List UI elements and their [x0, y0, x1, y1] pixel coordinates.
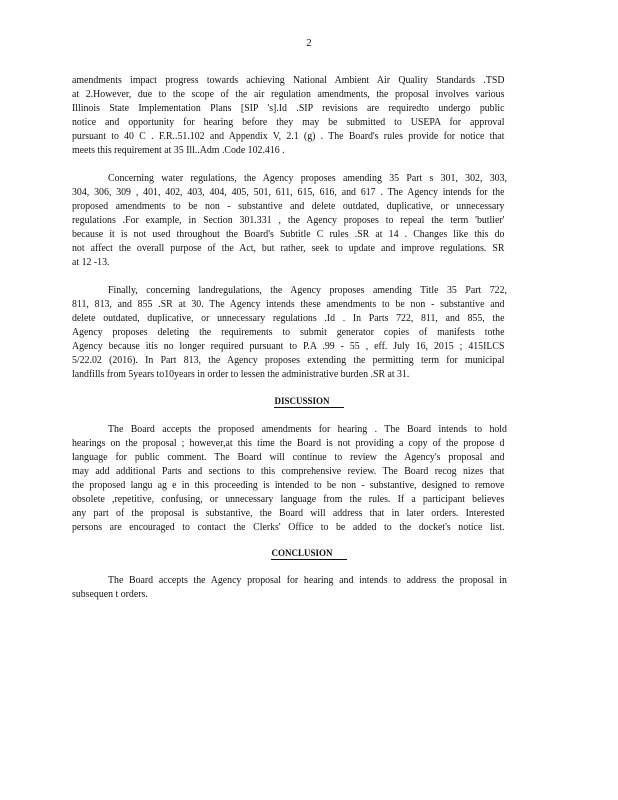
text-line: any part of the proposal is substantive, the Board will address that in later orders. Interested: [72, 508, 505, 519]
text-line: regulations .For example, in Section 301.331 , the Agency proposes to repeal the term 'butlier': [72, 215, 505, 226]
conclusion-heading: [0, 547, 618, 560]
text-line: The Board accepts the Agency proposal for hearing and intends to address the proposal in: [108, 575, 507, 586]
text-line: Concerning water regulations, the Agency proposes amending 35 Part s 301, 302, 303,: [108, 173, 507, 184]
conclusion-heading-text: CONCLUSION: [271, 548, 346, 560]
text-line: pursuant to 40 C . F.R..51.102 and Appendix V, 2.1 (g) . The Board's rules provide for notice that: [72, 131, 505, 142]
text-line: 811, 813, and 855 .SR at 30. The Agency intends these amendments to be non - substantive and: [72, 299, 505, 310]
text-line: notice and opportunity for hearing before they may be submitted to USEPA for approval: [72, 117, 505, 128]
text-line: subsequen t orders.: [72, 589, 148, 600]
text-line: Illinois State Implementation Plans [SIP 's].Id .SIP revisions are requiredto undergo public: [72, 103, 505, 114]
text-line: Finally, concerning landregulations, the Agency proposes amending Title 35 Part 722,: [108, 285, 507, 296]
discussion-heading-text: DISCUSSION: [274, 396, 343, 408]
text-line: because it is not used throughout the Board's Subtitle C rules .SR at 14 . Changes like this do: [72, 229, 505, 240]
text-line: obsolete ,repetitive, confusing, or unnecessary language from the rules. If a participant believes: [72, 494, 505, 505]
text-line: 5/22.02 (2016). In Part 813, the Agency proposes extending the permitting term for municipal: [72, 355, 505, 366]
text-line: not affect the overall purpose of the Act, but rather, seek to update and improve regulations. SR: [72, 243, 505, 254]
text-line: the proposed langu ag e in this proceeding is intended to be non - substantive, designed to remove: [72, 480, 505, 491]
text-line: 304, 306, 309 , 401, 402, 403, 404, 405, 501, 611, 615, 616, and 617 . The Agency intends for the: [72, 187, 505, 198]
discussion-heading: [0, 395, 618, 408]
text-line: language for public comment. The Board will continue to review the Agency's proposal and: [72, 452, 505, 463]
text-line: landfills from 5years to10years in order to lessen the administrative burden .SR at 31.: [72, 369, 410, 380]
text-line: persons are encouraged to contact the Clerks' Office to be added to the docket's notice list.: [72, 522, 505, 533]
text-line: The Board accepts the proposed amendments for hearing . The Board intends to hold: [108, 424, 507, 435]
text-line: at 2.However, due to the scope of the air regulation amendments, the proposal involves various: [72, 89, 505, 100]
text-line: Agency proposes deleting the requirements to submit generator copies of manifests tothe: [72, 327, 505, 338]
text-line: delete outdated, duplicative, or unnecessary regulations .Id . In Parts 722, 811, and 855, the: [72, 313, 505, 324]
page-number: 2: [306, 37, 312, 49]
text-line: amendments impact progress towards achieving National Ambient Air Quality Standards .TSD: [72, 75, 505, 86]
text-line: meets this requirement at 35 Ill..Adm .Code 102.416 .: [72, 145, 285, 156]
text-line: proposed amendments to be non - substantive and delete outdated, duplicative, or unnecessary: [72, 201, 505, 212]
text-line: at 12 -13.: [72, 257, 110, 268]
text-line: may add additional Parts and sections to this comprehensive review. The Board recog nizes that: [72, 466, 505, 477]
text-line: Agency because itis no longer required pursuant to P.A .99 - 55 , eff. July 16, 2015 ; 415ILCS: [72, 341, 505, 352]
text-line: hearings on the proposal ; however,at this time the Board is not providing a copy of the propose d: [72, 438, 505, 449]
